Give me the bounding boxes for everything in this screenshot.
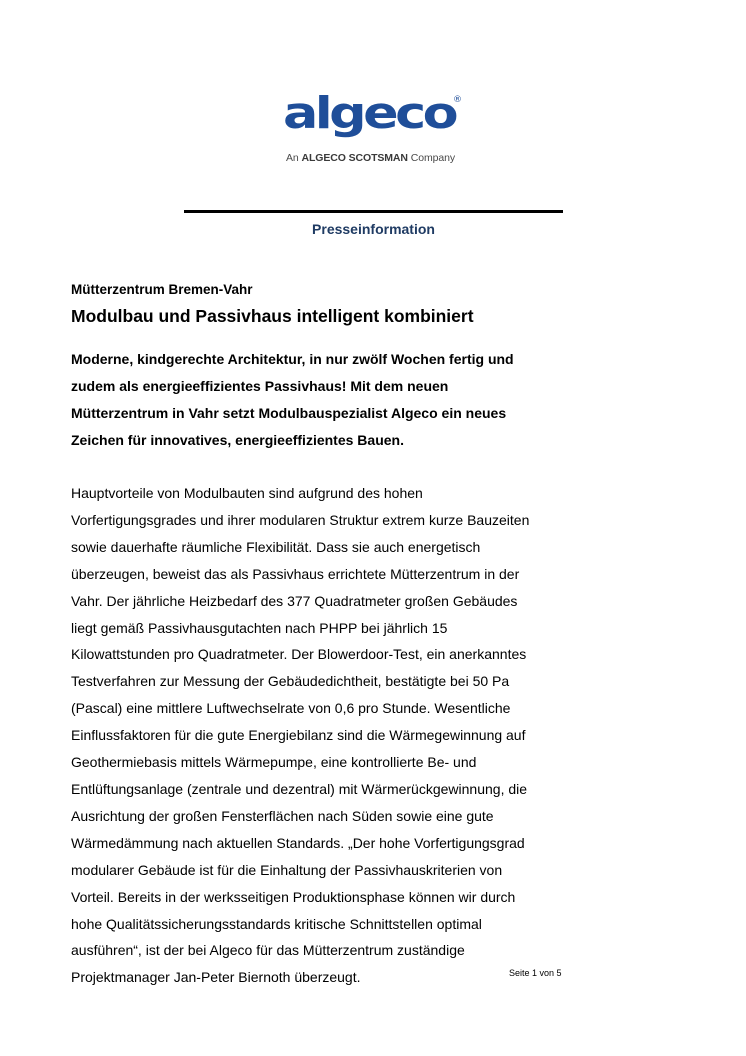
body-line: hohe Qualitätssicherungsstandards kritische Schnittstellen optimal xyxy=(71,915,482,932)
lead-line: Mütterzentrum in Vahr setzt Modulbauspezialist Algeco ein neues xyxy=(71,405,507,421)
logo-subtitle xyxy=(286,152,466,164)
body-line: Testverfahren zur Messung der Gebäudedichtheit, bestätigte bei 50 Pa xyxy=(71,673,510,690)
body-line: Vorfertigungsgrades und ihrer modularen Struktur extrem kurze Bauzeiten xyxy=(71,511,530,528)
body-line: modularer Gebäude ist für die Einhaltung der Passivhauskriterien von xyxy=(71,861,503,878)
body-line: ausführen“, ist der bei Algeco für das Mütterzentrum zuständige xyxy=(71,942,465,959)
body-line: Geothermiebasis mittels Wärmepumpe, eine kontrollierte Be- und xyxy=(71,754,477,771)
registered-mark: ® xyxy=(453,95,462,105)
body-line: Wärmedämmung nach aktuellen Standards. „Der hohe Vorfertigungsgrad xyxy=(71,834,525,851)
body-line: Vahr. Der jährliche Heizbedarf des 377 Quadratmeter großen Gebäudes xyxy=(71,592,518,609)
logo-sub-brand: ALGECO SCOTSMAN xyxy=(301,152,408,164)
lead-line: zudem als energieeffizientes Passivhaus! Mit dem neuen xyxy=(71,378,449,394)
logo-wordmark: algeco xyxy=(283,92,458,139)
page-number: Seite 1 von 5 xyxy=(509,968,562,978)
article-headline: Modulbau und Passivhaus intelligent kombiniert xyxy=(71,306,474,326)
logo-sub-prefix: An xyxy=(286,152,299,164)
body-line: (Pascal) eine mittlere Luftwechselrate von 0,6 pro Stunde. Wesentliche xyxy=(71,700,511,717)
body-line: Einflussfaktoren für die gute Energiebilanz sind die Wärmegewinnung auf xyxy=(71,727,526,744)
body-line: Entlüftungsanlage (zentrale und dezentral) mit Wärmerückgewinnung, die xyxy=(71,780,528,797)
article-body xyxy=(71,480,581,991)
body-line: Kilowattstunden pro Quadratmeter. Der Blowerdoor-Test, ein anerkanntes xyxy=(71,646,527,663)
algeco-wordmark-logo xyxy=(283,92,465,144)
article-lead xyxy=(71,346,571,454)
body-line: liegt gemäß Passivhausgutachten nach PHPP bei jährlich 15 xyxy=(71,619,448,636)
logo-sub-suffix: Company xyxy=(410,152,455,164)
press-release-label: Presseinformation xyxy=(312,221,435,237)
body-line: sowie dauerhafte räumliche Flexibilität. Dass sie auch energetisch xyxy=(71,538,481,555)
body-line: Hauptvorteile von Modulbauten sind aufgrund des hohen xyxy=(71,485,423,501)
body-line: Ausrichtung der großen Fensterflächen nach Süden sowie eine gute xyxy=(71,807,494,824)
lead-line: Zeichen für innovatives, energieeffizientes Bauen. xyxy=(71,432,404,448)
article-kicker: Mütterzentrum Bremen-Vahr xyxy=(71,282,253,297)
body-line: Projektmanager Jan-Peter Biernoth überzeugt. xyxy=(71,969,361,986)
body-line: überzeugen, beweist das als Passivhaus errichtete Mütterzentrum in der xyxy=(71,565,520,582)
lead-line: Moderne, kindgerechte Architektur, in nur zwölf Wochen fertig und xyxy=(71,351,514,367)
body-line: Vorteil. Bereits in der werksseitigen Produktionsphase können wir durch xyxy=(71,888,516,905)
header-divider xyxy=(184,210,563,213)
company-logo xyxy=(283,92,463,168)
